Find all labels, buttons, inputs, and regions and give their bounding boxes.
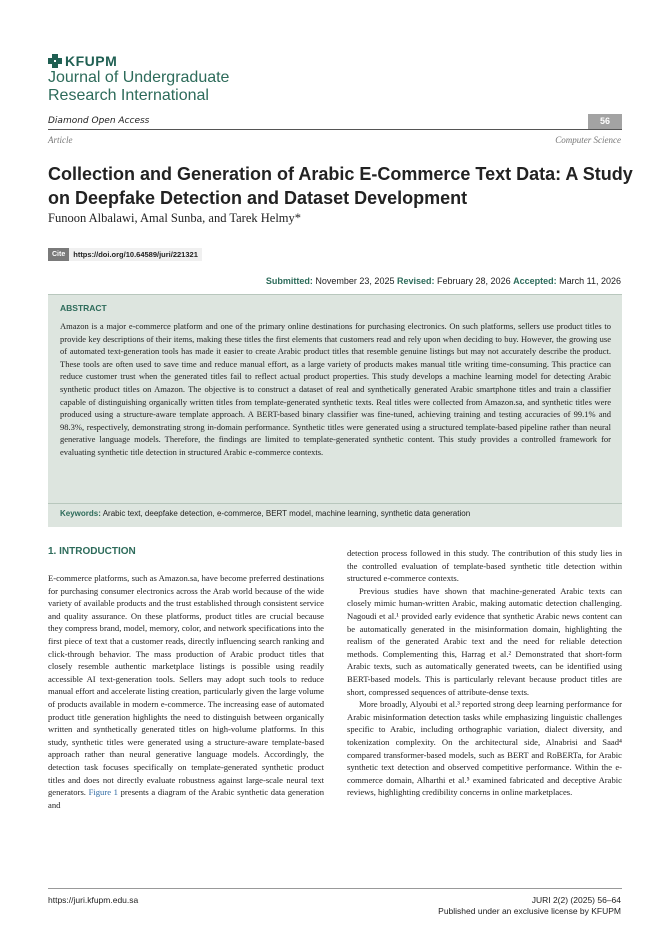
publication-dates: Submitted: November 23, 2025 Revised: February 28, 2026 Accepted: March 11, 2026 — [265, 276, 621, 286]
abstract-divider — [48, 503, 622, 504]
article-type: Article — [48, 135, 73, 145]
cite-badge — [48, 248, 202, 261]
section-heading-introduction: 1. INTRODUCTION — [48, 546, 136, 557]
journal-name: Journal of Undergraduate Research International — [48, 69, 230, 104]
footer-divider — [48, 888, 622, 889]
right-column — [347, 547, 622, 799]
paragraph: E-commerce platforms, such as Amazon.sa, have become preferred destinations for purchasing consumer electronics across the Arab world because of the wide variety of available products and the trust established through consistent service and quality assurance. On these platforms, product titles are crucial because they compress brand, model, memory, color, and network specifications into the first piece of text that a customer reads, directly influencing search ranking and click-through behavior. The mass production of Arabic product titles that closely resemble authentic marketplace listings is possible using readily accessible AI text-generation tools. Sellers may adopt such tools to reduce manual effort and accelerate listing creation, particularly given the large volume of products available in modern e-commerce. The increasing ease of automated product title generation highlights the need to distinguish between organically written and synthetically generated titles on high-volume platforms. In this study, synthetic titles were generated using a structure-aware template-based approach rather than neural generative language models. Accordingly, the detection task focuses specifically on template-generated synthetic product titles and does not directly evaluate robustness against large-scale neural text generators. Figure 1 presents a diagram of the Arabic synthetic data generation and — [48, 573, 324, 810]
figure-1-link[interactable]: Figure 1 — [88, 787, 118, 798]
subject-area: Computer Science — [555, 135, 621, 145]
doi-link[interactable]: https://doi.org/10.64589/juri/221321 — [69, 248, 202, 261]
abstract-box — [48, 294, 622, 527]
author-list: Funoon Albalawi, Amal Sunba, and Tarek Helmy* — [48, 211, 302, 225]
footer-citation: JURI 2(2) (2025) 56–64 Published under an exclusive license by KFUPM — [438, 895, 621, 916]
left-column — [48, 572, 324, 811]
kfupm-logo — [48, 52, 117, 70]
cite-label: Cite — [48, 248, 69, 261]
journal-url[interactable]: https://juri.kfupm.edu.sa — [48, 895, 139, 905]
abstract-heading: ABSTRACT — [60, 303, 107, 313]
logo-mark-icon — [48, 54, 62, 68]
paragraph: Previous studies have shown that machine-generated Arabic texts can closely mimic human-written Arabic, making automatic detection challenging. Nagoudi et al.¹ provided early evidence that synthetic Arabic news content can be automatically generated in the misinformation domain, highlighting the realism of the generated Arabic text and the need for reliable detection methods. Complementing this, Harrag et al.² Demonstrated that short-form Arabic texts, such as automatically generated tweets, can be identified using BERT-based models. This is particularly relevant because product titles are short, compressed sequences of attribute-dense texts. — [347, 585, 622, 697]
logo-text: KFUPM — [65, 53, 118, 69]
page-number: 56 — [588, 114, 622, 129]
open-access-label: Diamond Open Access — [48, 116, 150, 126]
paragraph: detection process followed in this study. The contribution of this study lies in the controlled evaluation of template-based synthetic title detection within structured e-commerce contexts. — [347, 548, 622, 584]
paper-title: Collection and Generation of Arabic E-Commerce Text Data: A Study on Deepfake Detection and Dataset Development — [48, 164, 633, 208]
paragraph: More broadly, Alyoubi et al.³ reported strong deep learning performance for Arabic misinformation detection tasks while emphasizing linguistic challenges specific to Arabic, including orthographic variation, dialect diversity, and tokenization complexity. On the architectural side, Alnabrisi and Saad⁴ compared transformer-based models, such as BERT and RoBERTa, for Arabic synthetic text detection and observed competitive performance. Within the e-commerce domain, Alharthi et al.⁵ examined fabricated and deceptive Arabic reviews, highlighting credibility concerns in online marketplaces. — [347, 699, 622, 798]
abstract-text: Amazon is a major e-commerce platform and one of the primary online destinations for purchasing electronics. On such platforms, sellers use product titles to provide key descriptions of their items, making these titles the first elements that customers read and rely upon when deciding to buy. However, the growing use of automated text-generation tools has made it easier to create Arabic product titles that resemble genuine listings but may not accurately describe the product. These tools are often used to save time and reduce manual effort, as a large variety of products makes manual title writing time-consuming. This practice can reduce customer trust when the generated titles fail to reflect actual product properties. This study develops a machine learning model for detecting Arabic synthetic product titles on Amazon. The objective is to construct a dataset of real and synthetically generated Arabic smartphone titles and train a classifier capable of distinguishing organically written titles from template-generated synthetic texts. Real titles were collected from Amazon.sa, and synthetic titles were produced using a structure-aware template approach. A BERT-based binary classifier was fine-tuned, achieving training and testing accuracies of 99.1% and 98.3%, respectively, demonstrating strong in-domain performance. Synthetic titles were generated using a structured template-based pipeline rather than neural generative language models. Therefore, the findings are limited to template-generated synthetic content. This study provides a controlled framework for evaluating synthetic title detection in structured Arabic e-commerce contexts. — [60, 321, 611, 457]
keywords: Keywords: Arabic text, deepfake detection, e-commerce, BERT model, machine learning, synthetic data generation — [60, 509, 471, 518]
header-divider — [48, 129, 622, 130]
